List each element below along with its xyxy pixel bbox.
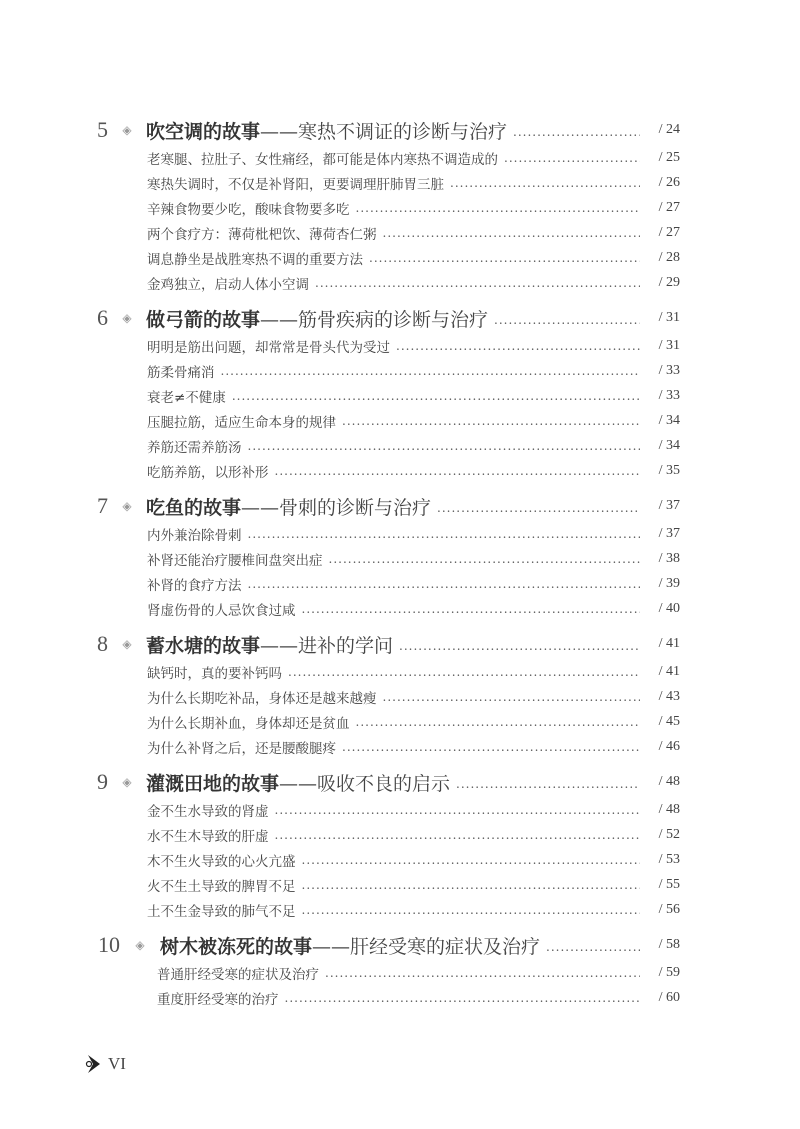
entry-page: / 55 <box>658 876 680 892</box>
toc-entry[interactable] <box>80 333 680 358</box>
entry-title: 寒热失调时，不仅是补肾阳，更要调理肝肺胃三脏 <box>147 176 444 193</box>
chapter-heading[interactable] <box>80 303 680 333</box>
chapter-9 <box>80 767 680 922</box>
dot-leader <box>456 777 640 797</box>
dot-leader <box>504 151 640 170</box>
dot-leader <box>325 966 640 985</box>
dot-leader <box>494 313 640 333</box>
entry-title: 明明是筋出问题，却常常是骨头代为受过 <box>147 339 390 356</box>
toc-entry[interactable] <box>80 458 680 483</box>
diamond-ornament-icon: ◈ <box>122 123 132 137</box>
chapter-page: / 41 <box>658 636 680 651</box>
chapter-title-main: 做弓箭的故事 <box>146 308 261 331</box>
toc-entry[interactable] <box>80 985 680 1010</box>
chapter-title-subtitle: ——吸收不良的启示 <box>279 772 451 795</box>
entry-page: / 28 <box>658 249 680 265</box>
entry-title: 补肾的食疗方法 <box>147 577 242 594</box>
entry-page: / 38 <box>658 550 680 566</box>
chapter-5 <box>80 115 680 295</box>
entry-title: 金鸡独立，启动人体小空调 <box>147 276 309 293</box>
toc-entry[interactable] <box>80 546 680 571</box>
toc-entry[interactable] <box>80 571 680 596</box>
diamond-ornament-icon: ◈ <box>122 311 132 325</box>
entry-title: 调息静坐是战胜寒热不调的重要方法 <box>147 251 363 268</box>
toc-entry[interactable] <box>80 847 680 872</box>
entry-page: / 31 <box>658 337 680 353</box>
entry-title: 火不生土导致的脾胃不足 <box>147 878 296 895</box>
chapter-title-main: 吹空调的故事 <box>146 120 261 143</box>
chapter-8 <box>80 629 680 759</box>
diamond-ornament-icon: ◈ <box>122 637 132 651</box>
toc-entry[interactable] <box>80 245 680 270</box>
dot-leader <box>221 364 641 383</box>
dot-leader <box>302 602 641 621</box>
chapter-title-subtitle: ——肝经受寒的症状及治疗 <box>312 935 541 958</box>
chapter-title-main: 树木被冻死的故事 <box>160 935 313 958</box>
chapter-7 <box>80 491 680 621</box>
toc-entry[interactable] <box>80 659 680 684</box>
dot-leader <box>342 740 640 759</box>
entry-title: 筋柔骨痛消 <box>147 364 215 381</box>
toc-entry[interactable] <box>80 220 680 245</box>
chapter-heading[interactable] <box>80 629 680 659</box>
chapter-title-subtitle: ——筋骨疾病的诊断与治疗 <box>260 308 489 331</box>
dot-leader <box>302 903 641 922</box>
chapter-page: / 58 <box>658 937 680 952</box>
chapter-number: 5 <box>97 117 108 142</box>
entry-title: 吃筋养筋，以形补形 <box>147 464 269 481</box>
entry-page: / 52 <box>658 826 680 842</box>
toc-entry[interactable] <box>80 145 680 170</box>
table-of-contents <box>80 115 680 1018</box>
toc-entry[interactable] <box>80 170 680 195</box>
toc-entry[interactable] <box>80 960 680 985</box>
entry-title: 重度肝经受寒的治疗 <box>157 991 279 1008</box>
page-number: VI <box>108 1054 126 1073</box>
dot-leader <box>396 339 640 358</box>
dot-leader <box>437 501 640 521</box>
chapter-heading[interactable] <box>80 930 680 960</box>
chapter-number: 6 <box>97 305 108 330</box>
toc-entry[interactable] <box>80 734 680 759</box>
toc-entry[interactable] <box>80 195 680 220</box>
entry-title: 缺钙时，真的要补钙吗 <box>147 665 282 682</box>
toc-entry[interactable] <box>80 872 680 897</box>
chapter-page: / 48 <box>658 774 680 789</box>
entry-page: / 35 <box>658 462 680 478</box>
chapter-heading[interactable] <box>80 115 680 145</box>
entry-page: / 26 <box>658 174 680 190</box>
chapter-title-subtitle: ——骨刺的诊断与治疗 <box>241 496 432 519</box>
toc-entry[interactable] <box>80 433 680 458</box>
dot-leader <box>383 690 641 709</box>
chapter-heading[interactable] <box>80 767 680 797</box>
toc-entry[interactable] <box>80 521 680 546</box>
entry-title: 为什么长期补血，身体却还是贫血 <box>147 715 350 732</box>
toc-entry[interactable] <box>80 897 680 922</box>
toc-entry[interactable] <box>80 383 680 408</box>
dot-leader <box>399 639 640 659</box>
entry-page: / 33 <box>658 362 680 378</box>
entry-page: / 34 <box>658 412 680 428</box>
chapter-title-main: 吃鱼的故事 <box>146 496 242 519</box>
entry-page: / 48 <box>658 801 680 817</box>
dot-leader <box>329 552 641 571</box>
chapter-6 <box>80 303 680 483</box>
entry-title: 肾虚伤骨的人忌饮食过咸 <box>147 602 296 619</box>
entry-title: 衰老≠不健康 <box>147 389 226 406</box>
arrow-marker-icon <box>84 1053 102 1075</box>
chapter-number: 8 <box>97 631 108 656</box>
dot-leader <box>232 389 640 408</box>
dot-leader <box>513 125 640 145</box>
entry-title: 普通肝经受寒的症状及治疗 <box>157 966 319 983</box>
entry-title: 老寒腿、拉肚子、女性痛经，都可能是体内寒热不调造成的 <box>147 151 498 168</box>
entry-page: / 53 <box>658 851 680 867</box>
entry-title: 压腿拉筋，适应生命本身的规律 <box>147 414 336 431</box>
entry-title: 土不生金导致的肺气不足 <box>147 903 296 920</box>
toc-entry[interactable] <box>80 408 680 433</box>
entry-title: 补肾还能治疗腰椎间盘突出症 <box>147 552 323 569</box>
dot-leader <box>356 201 641 220</box>
entry-title: 养筋还需养筋汤 <box>147 439 242 456</box>
page-footer <box>84 1053 126 1075</box>
dot-leader <box>302 878 641 897</box>
entry-page: / 59 <box>658 964 680 980</box>
entry-page: / 25 <box>658 149 680 165</box>
entry-title: 内外兼治除骨刺 <box>147 527 242 544</box>
dot-leader <box>248 439 641 458</box>
entry-page: / 56 <box>658 901 680 917</box>
toc-entry[interactable] <box>80 684 680 709</box>
chapter-title-main: 灌溉田地的故事 <box>146 772 280 795</box>
entry-title: 金不生水导致的肾虚 <box>147 803 269 820</box>
chapter-10 <box>80 930 680 1010</box>
chapter-number: 9 <box>97 769 108 794</box>
chapter-page: / 24 <box>658 122 680 137</box>
chapter-page: / 31 <box>658 310 680 325</box>
dot-leader <box>248 577 641 596</box>
dot-leader <box>275 803 641 822</box>
dot-leader <box>302 853 641 872</box>
toc-entry[interactable] <box>80 797 680 822</box>
toc-entry[interactable] <box>80 709 680 734</box>
diamond-ornament-icon: ◈ <box>122 499 132 513</box>
dot-leader <box>383 226 641 245</box>
dot-leader <box>248 527 641 546</box>
chapter-page: / 37 <box>658 498 680 513</box>
dot-leader <box>450 176 640 195</box>
entry-page: / 40 <box>658 600 680 616</box>
dot-leader <box>275 464 641 483</box>
diamond-ornament-icon: ◈ <box>122 775 132 789</box>
entry-title: 为什么补肾之后，还是腰酸腿疼 <box>147 740 336 757</box>
toc-entry[interactable] <box>80 596 680 621</box>
entry-title: 辛辣食物要少吃，酸味食物要多吃 <box>147 201 350 218</box>
dot-leader <box>285 991 641 1010</box>
entry-page: / 33 <box>658 387 680 403</box>
entry-title: 木不生火导致的心火亢盛 <box>147 853 296 870</box>
entry-page: / 27 <box>658 224 680 240</box>
toc-entry[interactable] <box>80 822 680 847</box>
entry-page: / 37 <box>658 525 680 541</box>
entry-page: / 43 <box>658 688 680 704</box>
chapter-title-subtitle: ——寒热不调证的诊断与治疗 <box>260 120 508 143</box>
chapter-heading[interactable] <box>80 491 680 521</box>
toc-entry[interactable] <box>80 270 680 295</box>
diamond-ornament-icon: ◈ <box>135 938 145 952</box>
entry-title: 两个食疗方：薄荷枇杷饮、薄荷杏仁粥 <box>147 226 377 243</box>
entry-page: / 60 <box>658 989 680 1005</box>
chapter-number: 7 <box>97 493 108 518</box>
entry-page: / 34 <box>658 437 680 453</box>
dot-leader <box>275 828 641 847</box>
entry-page: / 39 <box>658 575 680 591</box>
chapter-number: 10 <box>98 932 120 957</box>
dot-leader <box>546 940 640 960</box>
dot-leader <box>315 276 640 295</box>
entry-title: 水不生木导致的肝虚 <box>147 828 269 845</box>
toc-entry[interactable] <box>80 358 680 383</box>
dot-leader <box>288 665 640 684</box>
dot-leader <box>356 715 641 734</box>
entry-page: / 27 <box>658 199 680 215</box>
chapter-title-subtitle: ——进补的学问 <box>260 634 394 657</box>
dot-leader <box>342 414 640 433</box>
entry-page: / 46 <box>658 738 680 754</box>
entry-page: / 45 <box>658 713 680 729</box>
entry-page: / 29 <box>658 274 680 290</box>
chapter-title-main: 蓄水塘的故事 <box>146 634 261 657</box>
entry-title: 为什么长期吃补品，身体还是越来越瘦 <box>147 690 377 707</box>
dot-leader <box>369 251 640 270</box>
entry-page: / 41 <box>658 663 680 679</box>
